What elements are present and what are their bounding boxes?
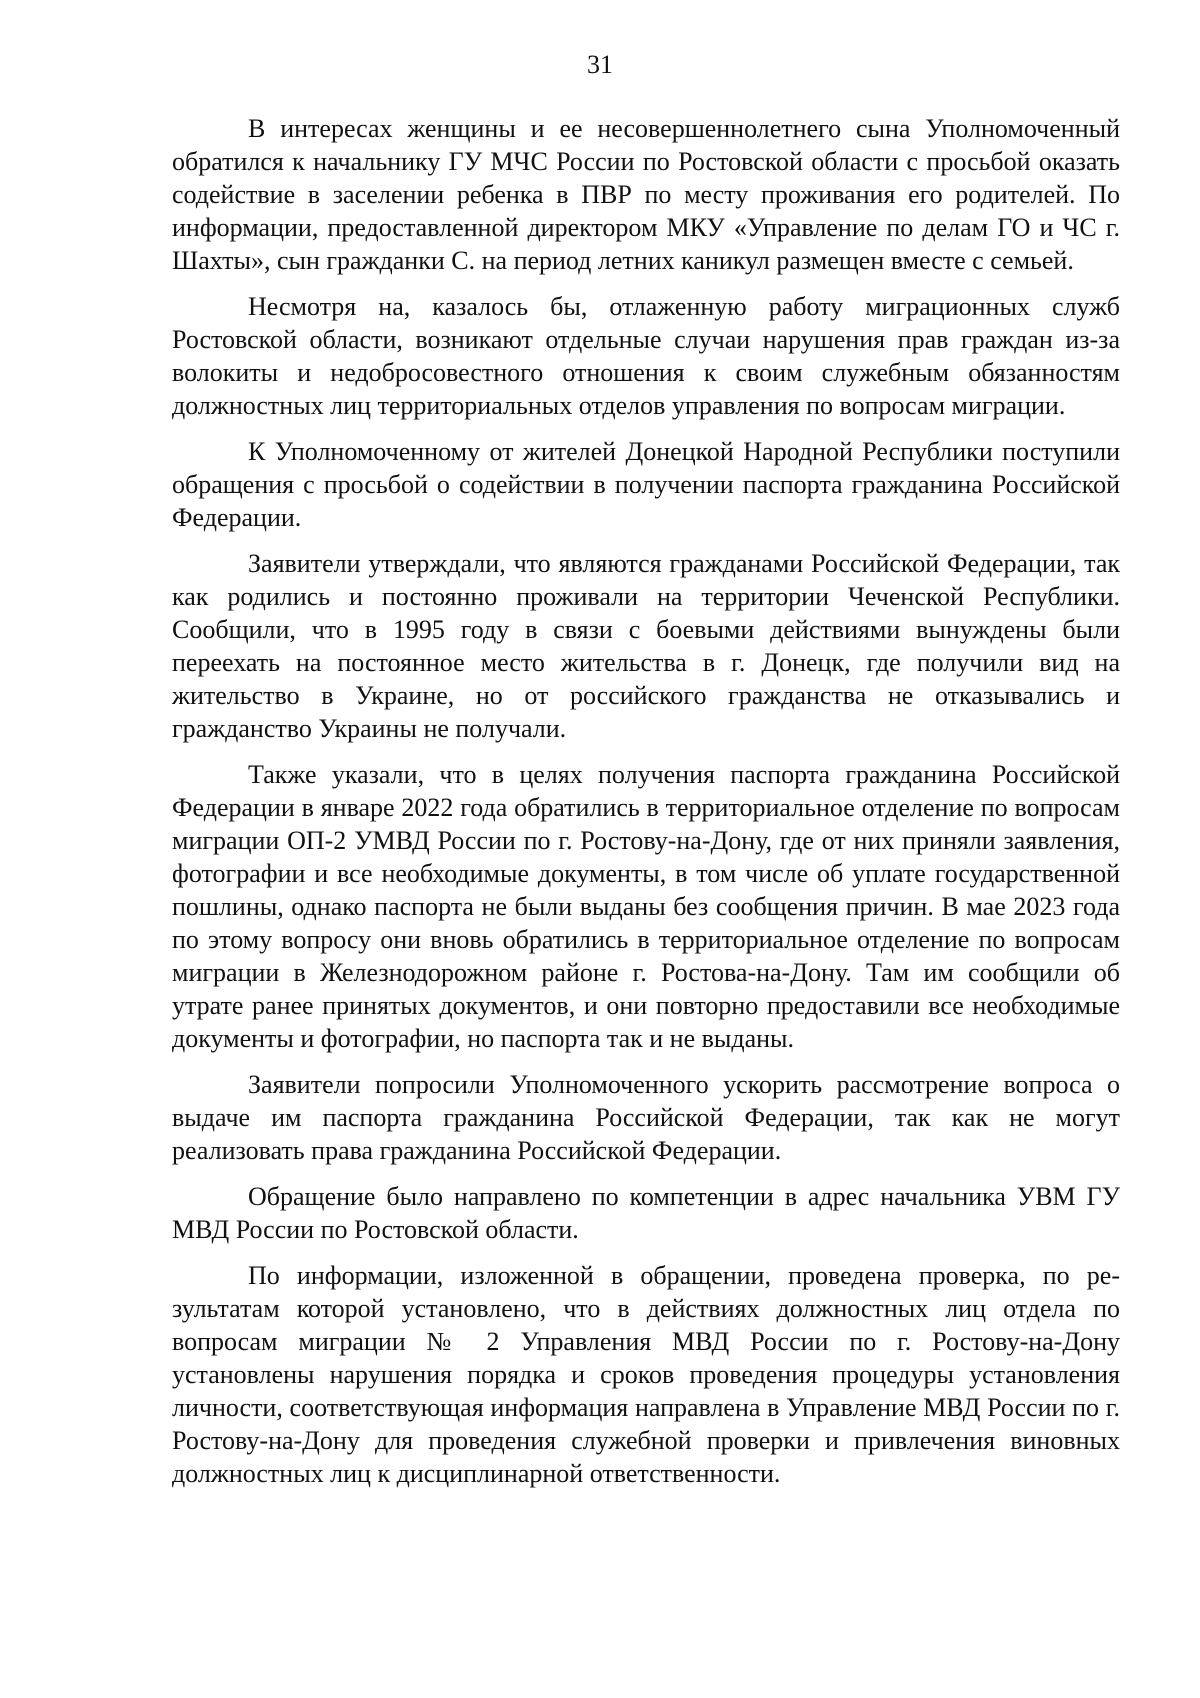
paragraph: По информации, изложенной в обращении, проведена проверка, по результатам которой установлено, что в действиях должностных лиц отдела по вопросам миграции № 2 Управления МВД России по г. Ростову-на-Дону установлены нарушения порядка и сроков проведения процедуры установления личности, соответствующая информация направлена в Управление МВД России по г. Ростову-на-Дону для проведения служебной проверки и привлечения виновных должностных лиц к дисциплинарной ответственности. (172, 1261, 1120, 1488)
paragraph: В интересах женщины и ее несовершеннолетнего сына Уполномоченный обратился к начальнику ГУ МЧС России по Ростовской области с просьбой оказать содействие в заселении ребенка в ПВР по месту проживания его родителей. По информации, предоставленной директором МКУ «Управление по делам ГО и ЧС г. Шахты», сын гражданки С. на период летних каникул размещен вместе с семьей. (172, 114, 1120, 275)
page-number: 31 (587, 50, 613, 79)
paragraph: Обращение было направлено по компетенции в адрес начальника УВМ ГУ МВД России по Ростовской области. (172, 1182, 1120, 1244)
paragraph: Заявители попросили Уполномоченного ускорить рассмотрение вопроса о выдаче им паспорта гражданина Российской Федерации, так как не могут реализовать права гражданина Российской Федерации. (172, 1070, 1120, 1165)
paragraph: Несмотря на, казалось бы, отлаженную работу миграционных служб Ростовской области, возникают отдельные случаи нарушения прав граждан из-за волокиты и недобросовестного отношения к своим служебным обязанностям должностных лиц территориальных отделов управления по вопросам миграции. (172, 292, 1120, 420)
paragraph: К Уполномоченному от жителей Донецкой Народной Республики поступили обращения с просьбой о содействии в получении паспорта гражданина Российской Федерации. (172, 437, 1120, 532)
paragraph: Заявители утверждали, что являются гражданами Российской Федерации, так как родились и постоянно проживали на территории Чеченской Республики. Сообщили, что в 1995 году в связи с боевыми действиями вынуждены были переехать на постоянное место жительства в г. Донецк, где получили вид на жительство в Украине, но от российского гражданства не отказывались и гражданство Украины не получали. (172, 549, 1120, 743)
paragraph: Также указали, что в целях получения паспорта гражданина Российской Федерации в январе 2022 года обратились в территориальное отделение по вопросам миграции ОП-2 УМВД России по г. Ростову-на-Дону, где от них приняли заявления, фотографии и все необходимые документы, в том числе об уплате государственной пошлины, однако паспорта не были выданы без сообщения причин. В мае 2023 года по этому вопросу они вновь обратились в территориальное отделение по вопросам миграции в Железнодорожном районе г. Ростова-на-Дону. Там им сообщили об утрате ранее принятых документов, и они повторно предоставили все необходимые документы и фотографии, но паспорта так и не выданы. (172, 760, 1120, 1053)
document-body (172, 112, 1120, 1503)
